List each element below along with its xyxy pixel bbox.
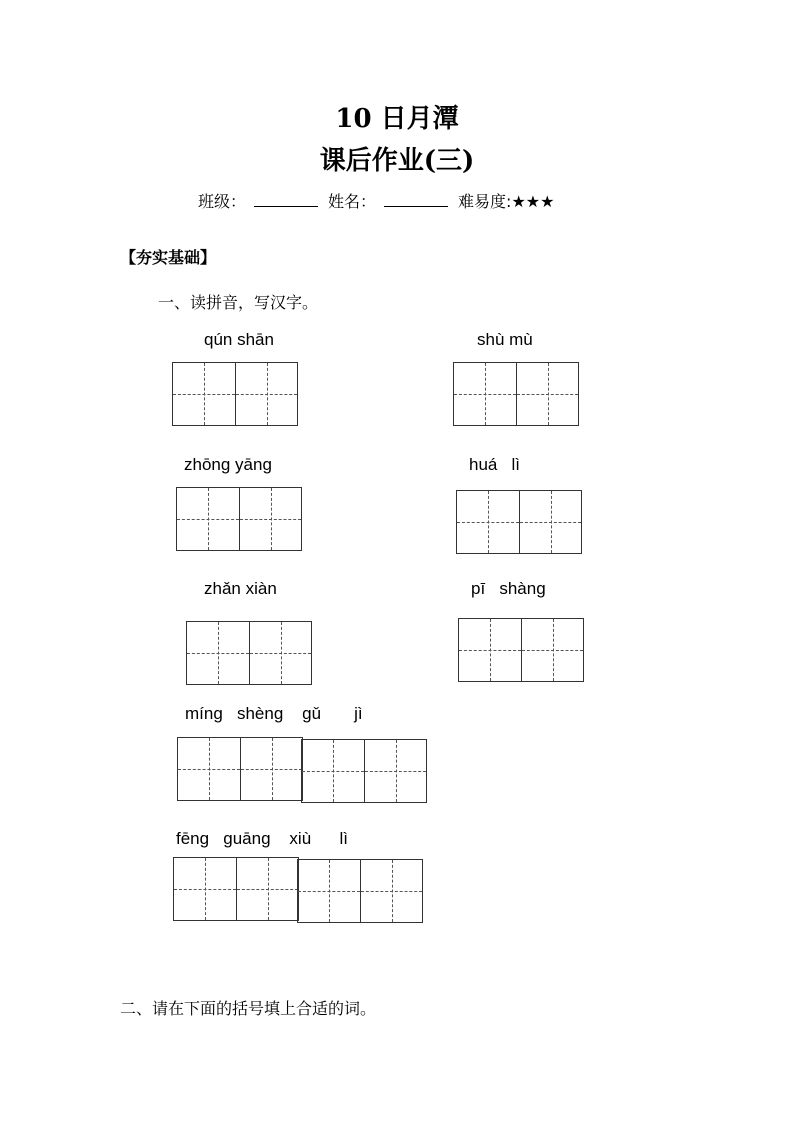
question-1-prompt: 一、读拼音，写汉字。 [158, 293, 319, 312]
section-heading: 【夯实基础】 [120, 248, 217, 267]
character-cell[interactable] [174, 858, 236, 920]
character-cell[interactable] [187, 622, 249, 684]
character-cell[interactable] [302, 740, 364, 802]
character-cell[interactable] [459, 619, 521, 681]
class-blank[interactable] [254, 192, 318, 207]
writing-grid[interactable] [173, 857, 299, 921]
class-label: 班级： [198, 192, 247, 211]
lesson-title: 10 日月潭 [335, 104, 459, 134]
character-cell[interactable] [364, 740, 426, 802]
character-cell[interactable] [235, 363, 297, 425]
writing-grid[interactable] [172, 362, 298, 426]
name-blank[interactable] [384, 192, 448, 207]
pinyin-label: zhōng yāng [184, 455, 272, 474]
writing-grid[interactable] [453, 362, 579, 426]
worksheet-title: 课后作业(三) [319, 146, 475, 176]
pinyin-label: qún shān [204, 330, 274, 349]
writing-grid[interactable] [177, 737, 303, 801]
character-cell[interactable] [177, 488, 239, 550]
difficulty-label: 难易度: [458, 192, 512, 211]
character-cell[interactable] [240, 738, 302, 800]
character-cell[interactable] [173, 363, 235, 425]
writing-grid[interactable] [297, 859, 423, 923]
character-cell[interactable] [249, 622, 311, 684]
writing-grid[interactable] [458, 618, 584, 682]
character-cell[interactable] [521, 619, 583, 681]
writing-grid[interactable] [301, 739, 427, 803]
name-label: 姓名： [328, 192, 377, 211]
character-cell[interactable] [178, 738, 240, 800]
difficulty-stars: ★★★ [511, 192, 555, 211]
character-cell[interactable] [454, 363, 516, 425]
character-cell[interactable] [298, 860, 360, 922]
pinyin-label: míng shèng gǔ jì [185, 704, 363, 723]
pinyin-label: shù mù [477, 330, 533, 349]
pinyin-label: fēng guāng xiù lì [176, 829, 348, 848]
character-cell[interactable] [239, 488, 301, 550]
character-cell[interactable] [236, 858, 298, 920]
pinyin-label: pī shàng [471, 579, 546, 598]
character-cell[interactable] [360, 860, 422, 922]
student-info-line [198, 189, 554, 212]
question-2-prompt: 二、请在下面的括号填上合适的词。 [120, 999, 377, 1018]
writing-grid[interactable] [186, 621, 312, 685]
pinyin-label: zhǎn xiàn [204, 579, 277, 598]
pinyin-label: huá lì [469, 455, 521, 474]
character-cell[interactable] [457, 491, 519, 553]
writing-grid[interactable] [176, 487, 302, 551]
writing-grid[interactable] [456, 490, 582, 554]
character-cell[interactable] [519, 491, 581, 553]
character-cell[interactable] [516, 363, 578, 425]
